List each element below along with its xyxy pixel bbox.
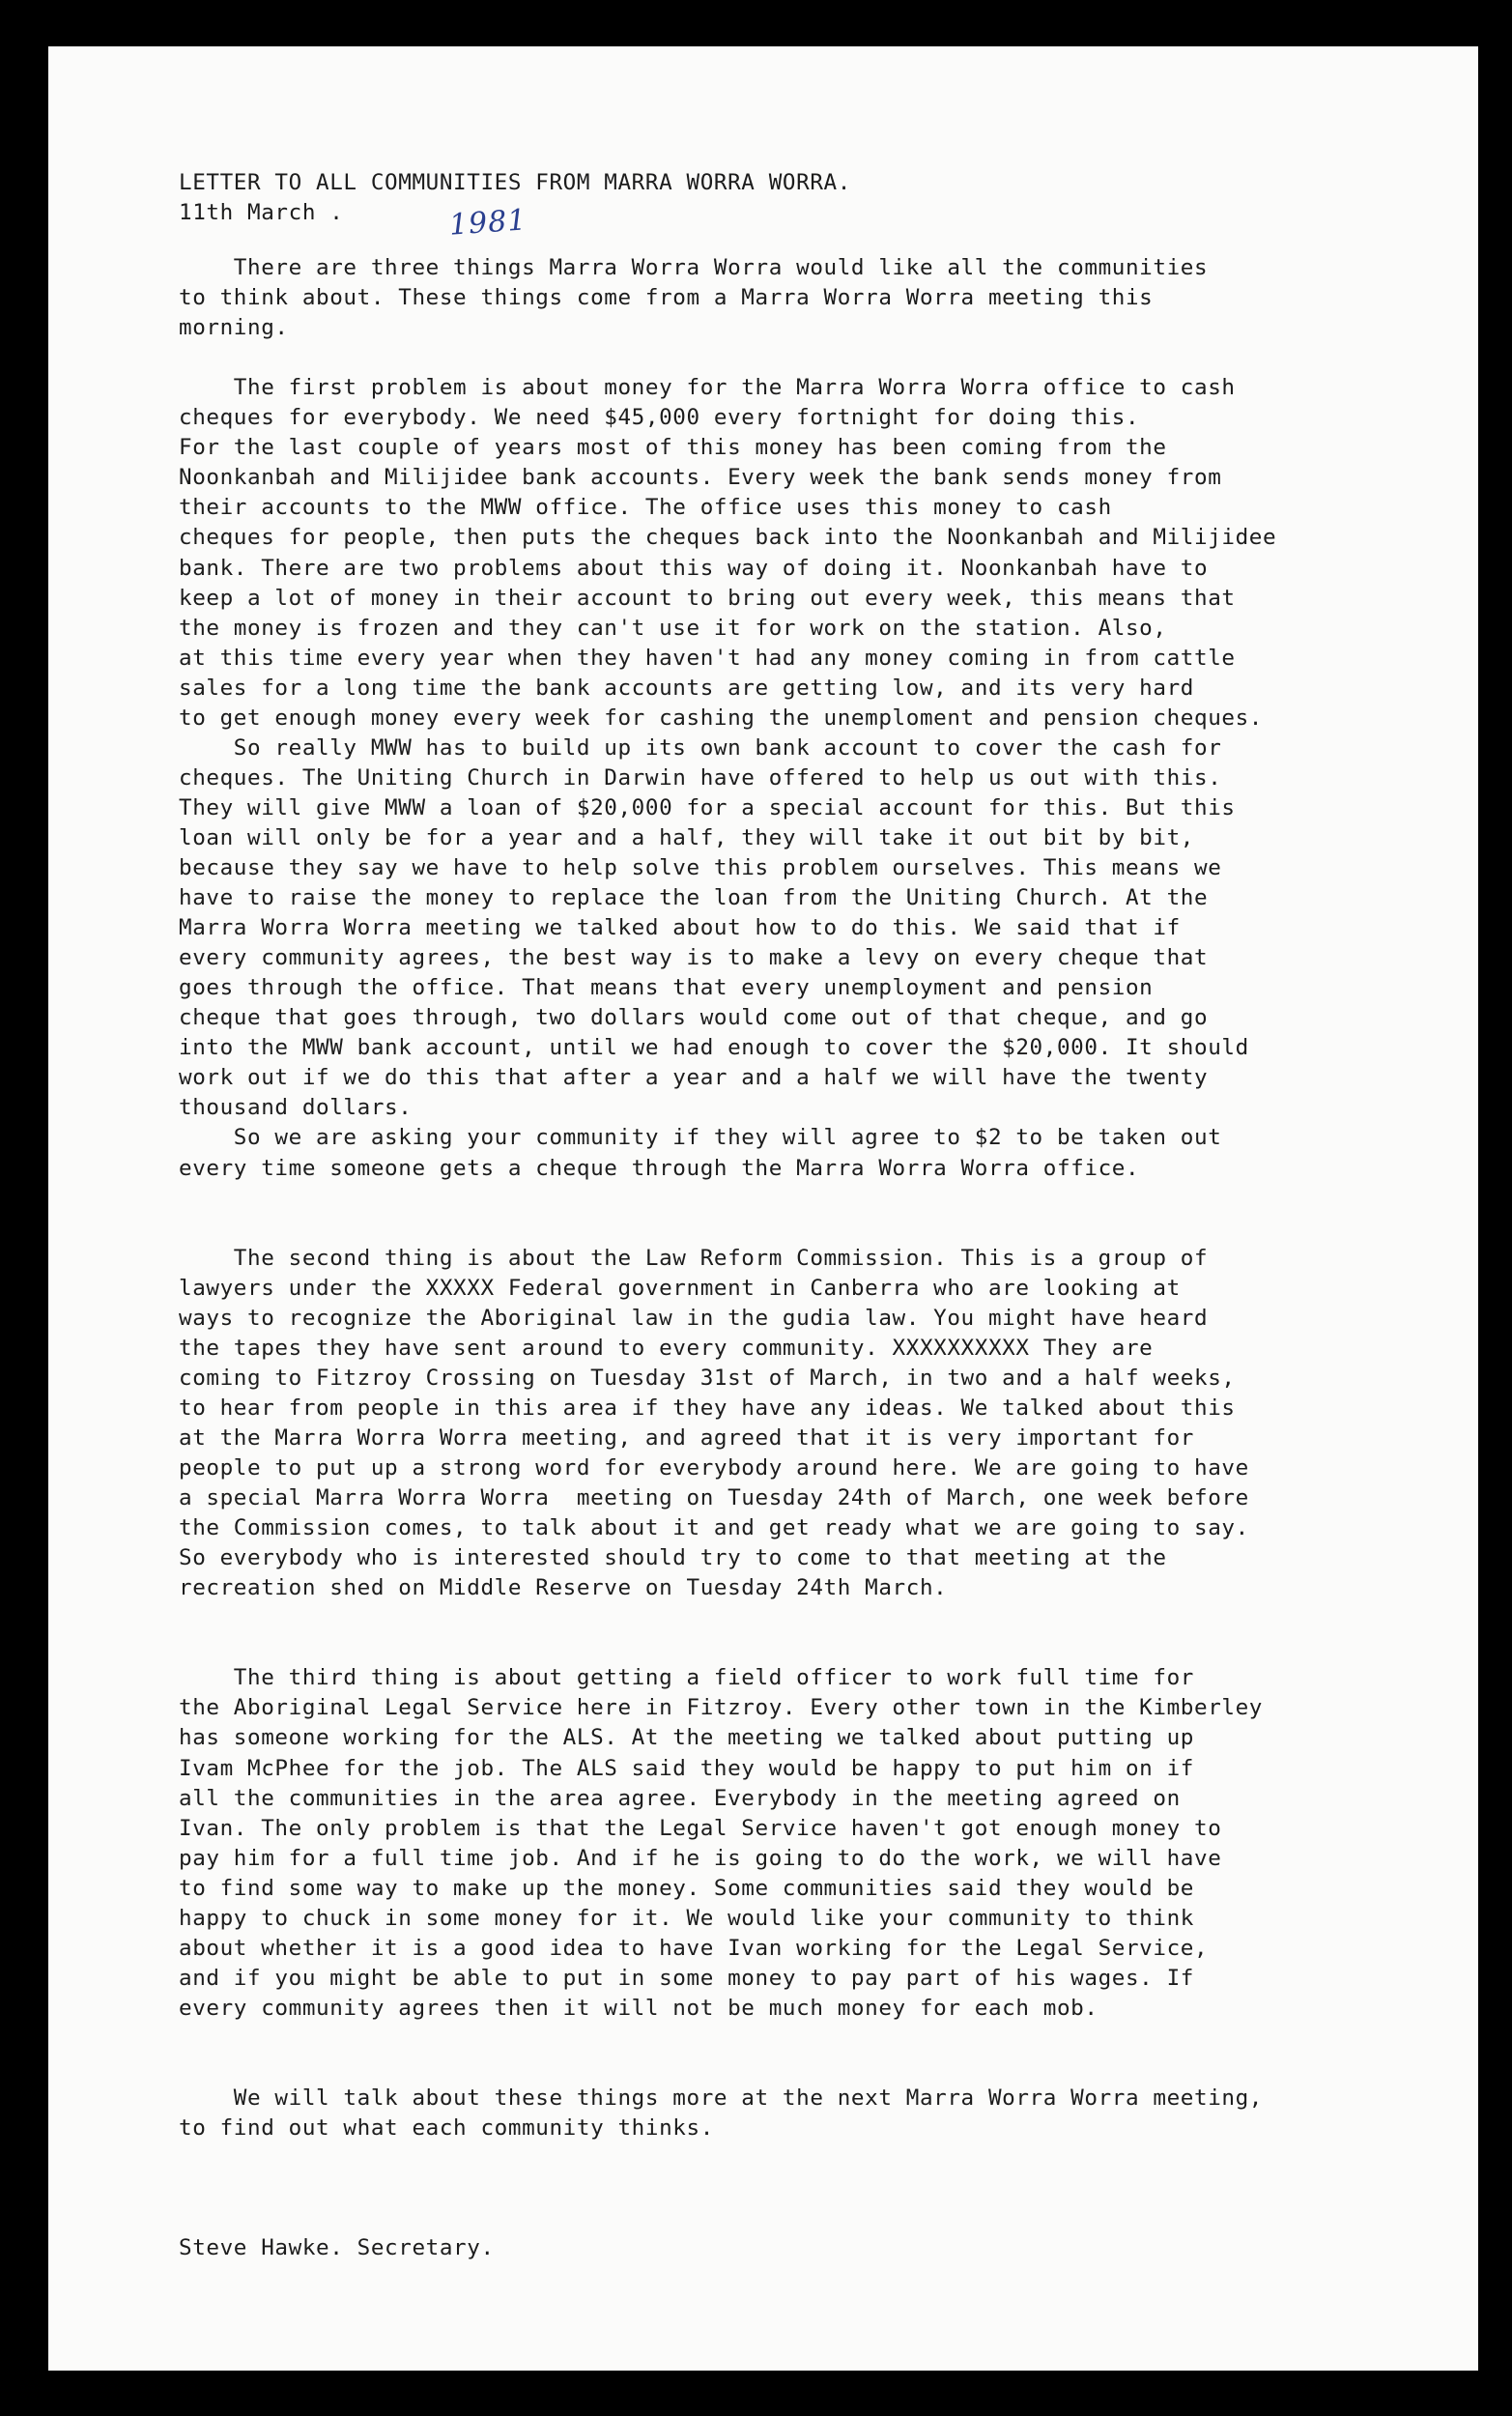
letter-line: There are three things Marra Worra Worra would like all the communities [179,255,1209,280]
letter-line: the Commission comes, to talk about it and get ready what we are going to say. [179,1515,1249,1541]
letter-line: lawyers under the XXXXX Federal government in Canberra who are looking at [179,1275,1181,1301]
letter-line: The first problem is about money for the Marra Worra Worra office to cash [179,375,1236,401]
letter-line: work out if we do this that after a year and a half we will have the twenty [179,1065,1209,1091]
letter-line: The third thing is about getting a field officer to work full time for [179,1665,1194,1691]
handwritten-year-annotation: 1981 [447,203,528,243]
letter-line: about whether it is a good idea to have Ivan working for the Legal Service, [179,1935,1209,1961]
letter-line: at this time every year when they haven't had any money coming in from cattle [179,645,1236,671]
letter-line: We will talk about these things more at the next Marra Worra Worra meeting, [179,2085,1264,2112]
letter-line: cheques for everybody. We need $45,000 every fortnight for doing this. [179,405,1140,431]
letter-line: morning. [179,315,289,341]
letter-line: into the MWW bank account, until we had enough to cover the $20,000. It should [179,1035,1249,1061]
letter-line: Ivam McPhee for the job. The ALS said they would be happy to put him on if [179,1755,1194,1781]
letter-line: have to raise the money to replace the loan from the Uniting Church. At the [179,885,1209,911]
letter-line: all the communities in the area agree. Everybody in the meeting agreed on [179,1785,1181,1811]
letter-line: Steve Hawke. Secretary. [179,2235,495,2261]
letter-line: thousand dollars. [179,1095,413,1121]
letter-line: and if you might be able to put in some money to pay part of his wages. If [179,1965,1194,1991]
letter-line: sales for a long time the bank accounts are getting low, and its very hard [179,675,1194,701]
letter-line: keep a lot of money in their account to bring out every week, this means that [179,585,1236,611]
letter-line: The second thing is about the Law Reform Commission. This is a group of [179,1245,1209,1271]
letter-line: to think about. These things come from a Marra Worra Worra meeting this [179,285,1154,311]
letter-line: to get enough money every week for cashing the unemploment and pension cheques. [179,705,1264,731]
letter-line: because they say we have to help solve this problem ourselves. This means we [179,855,1222,880]
letter-line: people to put up a strong word for everybody around here. We are going to have [179,1455,1249,1481]
letter-line: bank. There are two problems about this way of doing it. Noonkanbah have to [179,555,1209,581]
letter-line: to find some way to make up the money. Some communities said they would be [179,1875,1194,1901]
letter-line: the tapes they have sent around to every community. XXXXXXXXXX They are [179,1335,1154,1361]
letter-date: 11th March . [179,200,344,225]
letter-line: to hear from people in this area if they have any ideas. We talked about this [179,1395,1236,1421]
letter-line: the Aboriginal Legal Service here in Fitzroy. Every other town in the Kimberley [179,1695,1264,1721]
letter-line: goes through the office. That means that every unemployment and pension [179,975,1154,1001]
letter-line: pay him for a full time job. And if he is going to do the work, we will have [179,1845,1222,1871]
letter-line: a special Marra Worra Worra meeting on Tuesday 24th of March, one week before [179,1485,1249,1511]
letter-line: For the last couple of years most of this money has been coming from the [179,435,1167,461]
letter-line: They will give MWW a loan of $20,000 for a special account for this. But this [179,794,1236,820]
letter-line: every community agrees then it will not be much money for each mob. [179,1995,1098,2021]
letter-line: ways to recognize the Aboriginal law in the gudia law. You might have heard [179,1305,1209,1331]
letter-line: Noonkanbah and Milijidee bank accounts. Every week the bank sends money from [179,465,1222,491]
letter-line: every community agrees, the best way is to make a levy on every cheque that [179,945,1209,971]
letter-line: cheques for people, then puts the cheques back into the Noonkanbah and Milijidee [179,525,1277,551]
letter-line: So really MWW has to build up its own bank account to cover the cash for [179,734,1222,761]
letter-line: So everybody who is interested should try to come to that meeting at the [179,1545,1167,1571]
letter-line: coming to Fitzroy Crossing on Tuesday 31st of March, in two and a half weeks, [179,1365,1236,1391]
letter-line: their accounts to the MWW office. The office uses this money to cash [179,495,1112,521]
letter-line: cheque that goes through, two dollars would come out of that cheque, and go [179,1005,1209,1031]
letter-line: every time someone gets a cheque through the Marra Worra Worra office. [179,1155,1140,1181]
letter-line: happy to chuck in some money for it. We would like your community to think [179,1905,1194,1931]
letter-line: to find out what each community thinks. [179,2115,714,2142]
letter-line: So we are asking your community if they will agree to $2 to be taken out [179,1125,1222,1151]
letter-line: has someone working for the ALS. At the meeting we talked about putting up [179,1725,1194,1751]
letter-line: cheques. The Uniting Church in Darwin have offered to help us out with this. [179,764,1222,791]
letter-line: Marra Worra Worra meeting we talked about how to do this. We said that if [179,915,1181,941]
letter-line: loan will only be for a year and a half, they will take it out bit by bit, [179,824,1194,850]
letter-line: at the Marra Worra Worra meeting, and agreed that it is very important for [179,1424,1194,1451]
typed-letter-page [48,46,1478,2371]
letter-heading: LETTER TO ALL COMMUNITIES FROM MARRA WORRA WORRA. [179,170,851,195]
letter-line: Ivan. The only problem is that the Legal Service haven't got enough money to [179,1815,1222,1841]
letter-line: the money is frozen and they can't use it for work on the station. Also, [179,615,1167,641]
letter-line: recreation shed on Middle Reserve on Tuesday 24th March. [179,1575,948,1601]
